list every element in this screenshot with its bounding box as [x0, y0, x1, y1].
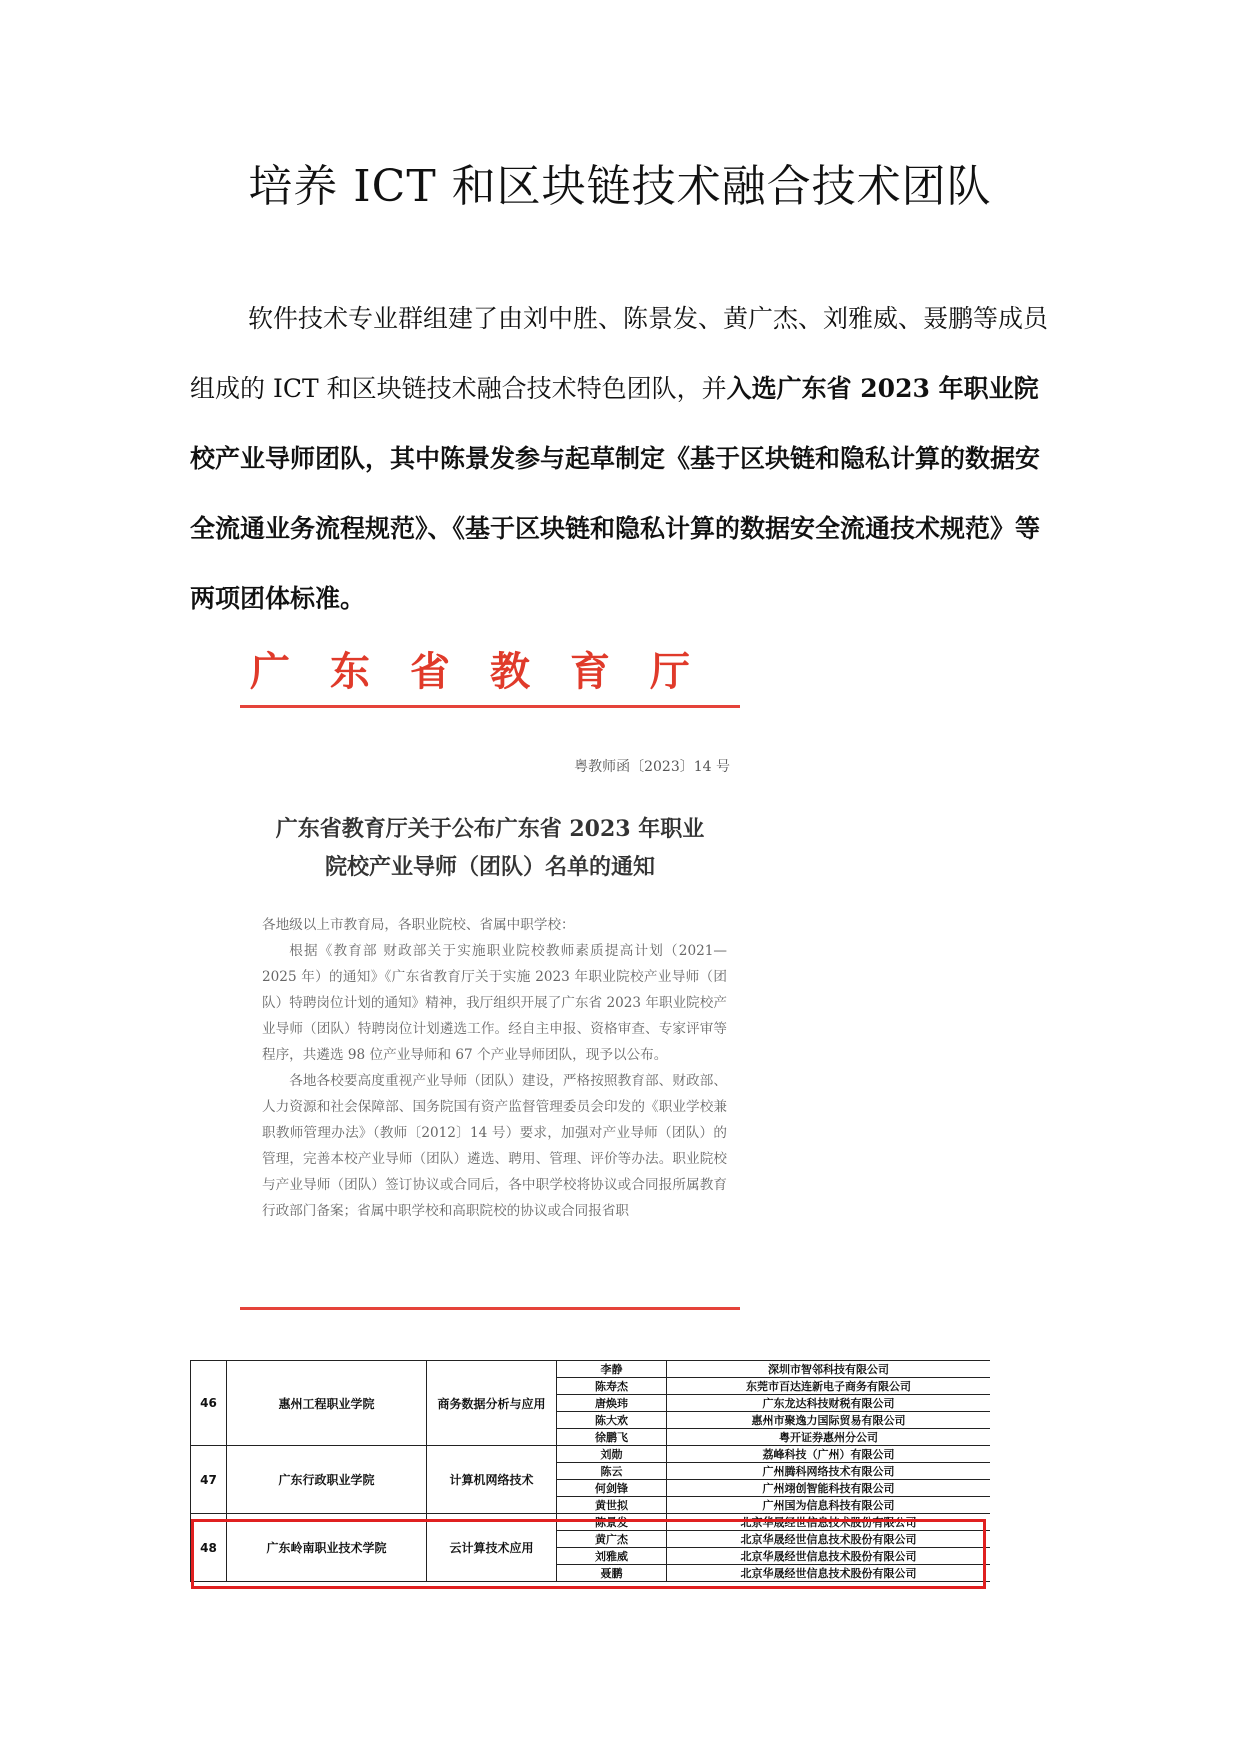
- company-cell: 深圳市智邻科技有限公司: [667, 1361, 991, 1378]
- company-cell: 荔峰科技（广州）有限公司: [667, 1446, 991, 1463]
- member-name-cell: 聂鹏: [557, 1565, 667, 1582]
- notice-title-line-2: 院校产业导师（团队）名单的通知: [324, 854, 655, 880]
- group-number-cell: 47: [191, 1446, 227, 1514]
- school-cell: 广东行政职业学院: [227, 1446, 427, 1514]
- member-name-cell: 徐鹏飞: [557, 1429, 667, 1446]
- company-cell: 惠州市聚逸力国际贸易有限公司: [667, 1412, 991, 1429]
- member-name-cell: 刘勋: [557, 1446, 667, 1463]
- notice-title-line-1: 广东省教育厅关于公布广东省 2023 年职业: [275, 816, 705, 842]
- mentor-roster-scan: [190, 1360, 990, 1584]
- notice-letter-scan: [240, 640, 740, 1320]
- major-cell: 计算机网络技术: [427, 1446, 557, 1514]
- company-cell: 广州腾科网络技术有限公司: [667, 1463, 991, 1480]
- group-number-cell: 48: [191, 1514, 227, 1582]
- notice-paragraph-2: 各地各校要高度重视产业导师（团队）建设，严格按照教育部、财政部、人力资源和社会保障部、国务院国有资产监督管理委员会印发的《职业学校兼职教师管理办法》（教师〔2012〕14 号）要求，加强对产业导师（团队）的管理，完善本校产业导师（团队）遴选、聘用、管理、评价等办法。职业院校与产业导师（团队）签订协议或合同后，各中职学校将协议或合同报所属教育行政部门备案；省属中职学校和高职院校的协议或合同报省职: [262, 1073, 727, 1219]
- school-cell: 广东岭南职业技术学院: [227, 1514, 427, 1582]
- notice-body: [262, 912, 727, 1224]
- member-name-cell: 陈景发: [557, 1514, 667, 1531]
- member-name-cell: 陈寿杰: [557, 1378, 667, 1395]
- school-cell: 惠州工程职业学院: [227, 1361, 427, 1446]
- table-row: [191, 1361, 991, 1378]
- company-cell: 北京华晟经世信息技术股份有限公司: [667, 1531, 991, 1548]
- letter-bottom-red-rule: [240, 1307, 740, 1310]
- company-cell: 北京华晟经世信息技术股份有限公司: [667, 1565, 991, 1582]
- member-name-cell: 黄广杰: [557, 1531, 667, 1548]
- member-name-cell: 何剑锋: [557, 1480, 667, 1497]
- company-cell: 广州国为信息科技有限公司: [667, 1497, 991, 1514]
- company-cell: 广东龙达科技财税有限公司: [667, 1395, 991, 1412]
- intro-paragraph: [190, 284, 1060, 634]
- major-cell: 云计算技术应用: [427, 1514, 557, 1582]
- table-row: [191, 1446, 991, 1463]
- table-row: [191, 1514, 991, 1531]
- member-name-cell: 唐焕玮: [557, 1395, 667, 1412]
- major-cell: 商务数据分析与应用: [427, 1361, 557, 1446]
- member-name-cell: 黄世拟: [557, 1497, 667, 1514]
- letterhead-red-rule: [240, 705, 740, 708]
- notice-salutation: 各地级以上市教育局，各职业院校、省属中职学校：: [262, 917, 575, 933]
- intro-text-bold: 入选广东省 2023 年职业院校产业导师团队，其中陈景发参与起草制定《基于区块链和隐私计算的数据安全流通业务流程规范》、《基于区块链和隐私计算的数据安全流通技术规范》等两项团体标准。: [190, 374, 1041, 613]
- notice-paragraph-1: 根据《教育部 财政部关于实施职业院校教师素质提高计划（2021—2025 年）的通知》《广东省教育厅关于实施 2023 年职业院校产业导师（团队）特聘岗位计划的通知》精神，我厅组织开展了广东省 2023 年职业院校产业导师（团队）特聘岗位计划遴选工作。经自主申报、资格审查、专家评审等程序，共遴选 98 位产业导师和 67 个产业导师团队，现予以公布。: [262, 943, 727, 1063]
- notice-title: [240, 810, 740, 886]
- member-name-cell: 陈大欢: [557, 1412, 667, 1429]
- group-number-cell: 46: [191, 1361, 227, 1446]
- company-cell: 北京华晟经世信息技术股份有限公司: [667, 1548, 991, 1565]
- page-title: 培养 ICT 和区块链技术融合技术团队: [248, 161, 992, 212]
- company-cell: 粤开证券惠州分公司: [667, 1429, 991, 1446]
- document-number: 粤教师函〔2023〕14 号: [574, 759, 730, 775]
- member-name-cell: 刘雅威: [557, 1548, 667, 1565]
- intro-text-normal: 软件技术专业群组建了由刘中胜、陈景发、黄广杰、刘雅威、聂鹏等成员组成的 ICT 和区块链技术融合技术特色团队，并: [190, 304, 1049, 403]
- company-cell: 东莞市百达连新电子商务有限公司: [667, 1378, 991, 1395]
- company-cell: 北京华晟经世信息技术股份有限公司: [667, 1514, 991, 1531]
- company-cell: 广州翊创智能科技有限公司: [667, 1480, 991, 1497]
- member-name-cell: 李静: [557, 1361, 667, 1378]
- member-name-cell: 陈云: [557, 1463, 667, 1480]
- mentor-roster-table: [190, 1360, 990, 1582]
- letter-letterhead: 广东省教育厅: [250, 648, 730, 695]
